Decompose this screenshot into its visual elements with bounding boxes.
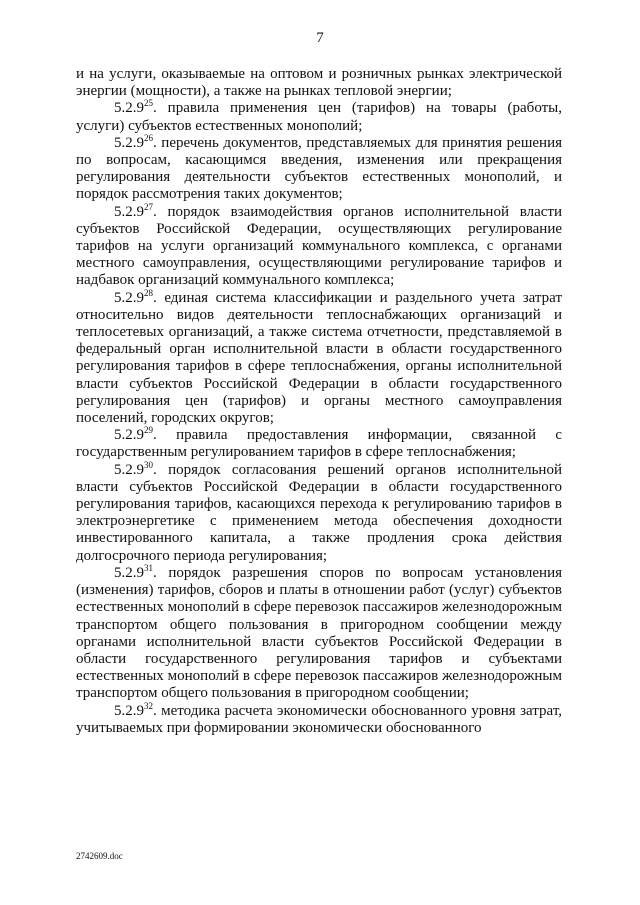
clause-number: 5.2.9 — [114, 702, 144, 719]
page-number: 7 — [316, 30, 324, 46]
clause-number: 5.2.9 — [114, 100, 144, 117]
clause-superscript: 25 — [144, 98, 153, 109]
paragraph-continuation — [76, 66, 562, 100]
paragraph-text: . порядок взаимодействия органов исполнительной власти субъектов Российской Федерации, осуществляющих регулирование тарифов на услуги организаций коммунального комплекса, с органами местного самоуправления, осуществляющими регулирование тарифов и надбавок организаций коммунального комплекса; — [76, 203, 562, 289]
clause-superscript: 28 — [144, 287, 153, 298]
clause-number: 5.2.9 — [114, 289, 144, 306]
clause-superscript: 30 — [144, 459, 153, 470]
clause-number: 5.2.9 — [114, 461, 144, 478]
paragraph-5-2-9-25 — [76, 100, 562, 134]
paragraph-text: и на услуги, оказываемые на оптовом и розничных рынках электрической энергии (мощности), а также на рынках тепловой энергии; — [76, 66, 562, 100]
paragraph-5-2-9-30 — [76, 459, 562, 565]
paragraph-5-2-9-32 — [76, 700, 562, 737]
paragraph-text: . порядок разрешения споров по вопросам установления (изменения) тарифов, сборов и платы в отношении работ (услуг) субъектов естественных монополий в сфере перевозок пассажиров железнодорожным транспортом общего пользования в пригородном сообщении между органами исполнительной власти субъектов Российской Федерации в области государственного регулирования тарифов и субъектами естественных монополий в сфере перевозок пассажиров железнодорожным транспортом общего пользования в пригородном сообщении; — [76, 564, 562, 702]
paragraph-5-2-9-26 — [76, 132, 562, 204]
paragraph-text: . перечень документов, представляемых для принятия решения по вопросам, касающимся введения, изменения или прекращения регулирования деятельности субъектов естественных монополий, и порядок рассмотрения таких документов; — [76, 134, 562, 203]
paragraph-text: . порядок согласования решений органов исполнительной власти субъектов Российской Федерации в области государственного регулирования тарифов, касающихся перехода к регулированию тарифов в электроэнергетике с применением метода обеспечения доходности инвестированного капитала, а также продления срока действия долгосрочного периода регулирования; — [76, 461, 562, 564]
clause-superscript: 31 — [144, 562, 153, 573]
paragraph-text: . методика расчета экономически обоснованного уровня затрат, учитываемых при формировании экономически обоснованного — [76, 702, 562, 736]
clause-number: 5.2.9 — [114, 134, 144, 151]
footer-file-code: 2742609.doc — [76, 851, 123, 861]
clause-number: 5.2.9 — [114, 427, 144, 444]
clause-superscript: 26 — [144, 132, 153, 143]
clause-number: 5.2.9 — [114, 203, 144, 220]
clause-superscript: 27 — [144, 201, 153, 212]
clause-superscript: 29 — [144, 425, 153, 436]
paragraph-5-2-9-29 — [76, 427, 562, 461]
paragraph-text: . единая система классификации и раздельного учета затрат относительно видов деятельности теплоснабжающих организаций и теплосетевых организаций, а также система отчетности, представляемой в федеральный орган исполнительной власти в области государственного регулирования тарифов в сфере теплоснабжения, органы исполнительной власти субъектов Российской Федерации в области государственного регулирования цен (тарифов) и органы местного самоуправления поселений, городских округов; — [76, 289, 562, 427]
document-body — [76, 66, 562, 737]
paragraph-text: . правила предоставления информации, связанной с государственным регулированием тарифов в сфере теплоснабжения; — [76, 427, 562, 461]
paragraph-text: . правила применения цен (тарифов) на товары (работы, услуги) субъектов естественных монополий; — [76, 100, 562, 134]
paragraph-5-2-9-31 — [76, 562, 562, 703]
clause-number: 5.2.9 — [114, 564, 144, 581]
paragraph-5-2-9-28 — [76, 287, 562, 428]
clause-superscript: 32 — [144, 700, 153, 711]
paragraph-5-2-9-27 — [76, 201, 562, 290]
